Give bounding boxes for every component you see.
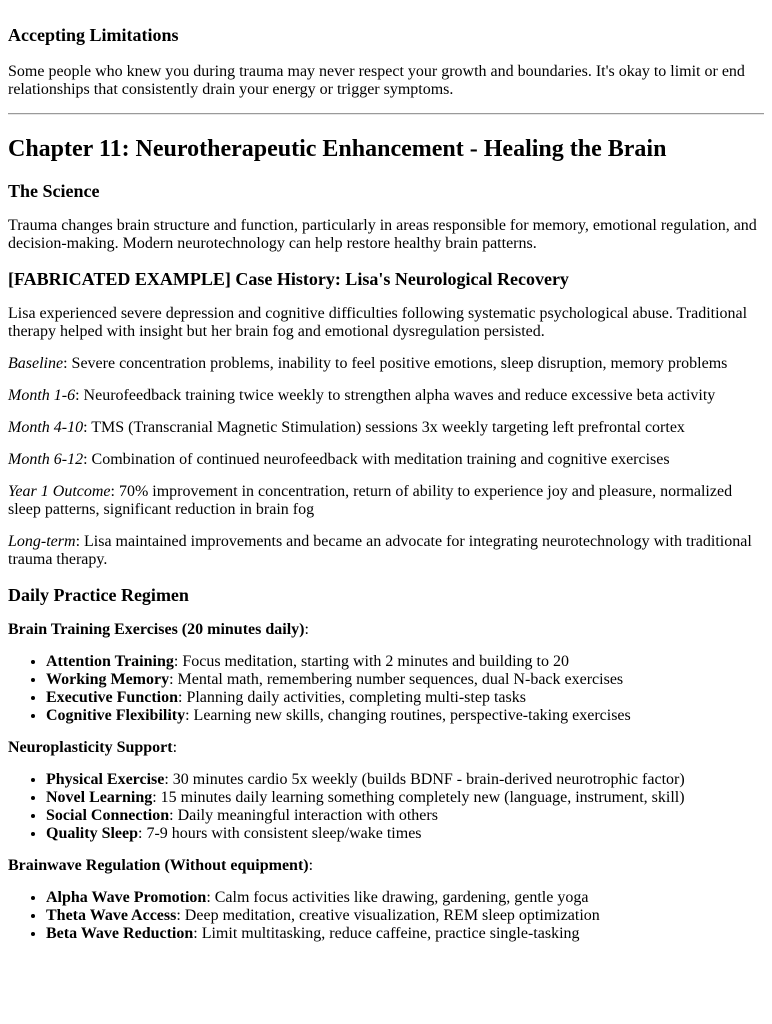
list-item-term: Quality Sleep — [46, 825, 139, 842]
regimen-group-title-text: Brainwave Regulation (Without equipment) — [8, 857, 309, 874]
list-item-term: Theta Wave Access — [46, 907, 177, 924]
list-item-term: Beta Wave Reduction — [46, 925, 194, 942]
list-item — [46, 807, 764, 825]
case-entry-text: : Neurofeedback training twice weekly to strengthen alpha waves and reduce excessive beta activity — [75, 387, 716, 404]
chapter-title: Chapter 11: Neurotherapeutic Enhancement - Healing the Brain — [8, 136, 667, 162]
list-item — [46, 707, 764, 725]
list-item-desc: : Calm focus activities like drawing, gardening, gentle yoga — [206, 889, 589, 906]
case-entry-text: : 70% improvement in concentration, return of ability to experience joy and pleasure, normalized sleep patterns, significant reduction in brain fog — [8, 483, 733, 518]
list-item — [46, 671, 764, 689]
science-heading: The Science — [8, 181, 100, 201]
document-page — [0, 25, 772, 943]
regimen-group-title-text: Neuroplasticity Support — [8, 739, 173, 756]
regimen-group-colon: : — [304, 621, 309, 638]
regimen-group-colon: : — [308, 857, 314, 874]
list-item — [46, 925, 764, 943]
list-item-term: Alpha Wave Promotion — [46, 889, 207, 906]
case-entry-label: Month 6-12 — [8, 451, 84, 468]
list-item-desc: : 15 minutes daily learning something completely new (language, instrument, skill) — [152, 789, 685, 806]
case-history-heading: [FABRICATED EXAMPLE] Case History: Lisa's Neurological Recovery — [8, 269, 569, 289]
limitations-heading: Accepting Limitations — [8, 25, 179, 45]
case-entry-text: : TMS (Transcranial Magnetic Stimulation) sessions 3x weekly targeting left prefrontal cortex — [83, 419, 685, 436]
regimen-group-title-text: Brain Training Exercises (20 minutes daily) — [8, 621, 305, 638]
list-item-desc: : Deep meditation, creative visualization, REM sleep optimization — [176, 907, 600, 924]
case-entry-text: : Lisa maintained improvements and became an advocate for integrating neurotechnology with traditional trauma therapy. — [8, 533, 752, 568]
list-item-desc: : Limit multitasking, reduce caffeine, practice single-tasking — [193, 925, 580, 942]
list-item-desc: : 7-9 hours with consistent sleep/wake times — [138, 825, 422, 842]
list-item-term: Attention Training — [46, 653, 174, 670]
case-entry-label: Month 1-6 — [8, 387, 76, 404]
regimen-group-title — [8, 739, 764, 757]
case-entry-long-term — [8, 533, 764, 569]
list-item-term: Novel Learning — [46, 789, 153, 806]
list-item-term: Executive Function — [46, 689, 178, 706]
list-item-desc: : 30 minutes cardio 5x weekly (builds BDNF - brain-derived neurotrophic factor) — [164, 771, 685, 788]
list-item-desc: : Focus meditation, starting with 2 minutes and building to 20 — [173, 653, 569, 670]
regimen-group-colon: : — [172, 739, 178, 756]
case-entry-text: : Combination of continued neurofeedback with meditation training and cognitive exercises — [83, 451, 670, 468]
list-item-desc: : Planning daily activities, completing multi-step tasks — [178, 689, 526, 706]
regimen-group-title — [8, 621, 764, 639]
list-item — [46, 653, 764, 671]
list-item-desc: : Daily meaningful interaction with others — [169, 807, 438, 824]
case-entry-month-4-10 — [8, 419, 764, 437]
case-entry-label: Baseline — [8, 355, 64, 372]
case-entry-label: Long-term — [8, 533, 76, 550]
case-entry-baseline — [8, 355, 764, 373]
case-entry-label: Year 1 Outcome — [8, 483, 111, 500]
list-item-term: Social Connection — [46, 807, 170, 824]
science-text: Trauma changes brain structure and function, particularly in areas responsible for memory, emotional regulation, and decision-making. Modern neurotechnology can help restore healthy brain patterns. — [8, 217, 757, 252]
case-entry-month-6-12 — [8, 451, 764, 469]
list-item — [46, 825, 764, 843]
regimen-group-title — [8, 857, 764, 875]
list-item — [46, 789, 764, 807]
list-item-desc: : Mental math, remembering number sequences, dual N-back exercises — [169, 671, 624, 688]
list-item-term: Physical Exercise — [46, 771, 165, 788]
brainwave-list — [8, 889, 764, 943]
case-entry-month-1-6 — [8, 387, 764, 405]
list-item — [46, 889, 764, 907]
list-item — [46, 689, 764, 707]
list-item-term: Cognitive Flexibility — [46, 707, 186, 724]
case-entry-label: Month 4-10 — [8, 419, 84, 436]
list-item-term: Working Memory — [46, 671, 170, 688]
list-item — [46, 907, 764, 925]
case-entry-text: : Severe concentration problems, inability to feel positive emotions, sleep disruption, memory problems — [63, 355, 728, 372]
neuroplasticity-list — [8, 771, 764, 843]
case-entry-year-1-outcome — [8, 483, 764, 519]
list-item-desc: : Learning new skills, changing routines, perspective-taking exercises — [185, 707, 631, 724]
section-divider — [8, 113, 764, 115]
brain-training-list — [8, 653, 764, 725]
case-intro: Lisa experienced severe depression and cognitive difficulties following systematic psychological abuse. Traditional therapy helped with insight but her brain fog and emotional dysregulation persisted. — [8, 305, 748, 340]
regimen-heading: Daily Practice Regimen — [8, 585, 189, 605]
list-item — [46, 771, 764, 789]
limitations-text: Some people who knew you during trauma may never respect your growth and boundaries. It's okay to limit or end relationships that consistently drain your energy or trigger symptoms. — [8, 63, 745, 98]
